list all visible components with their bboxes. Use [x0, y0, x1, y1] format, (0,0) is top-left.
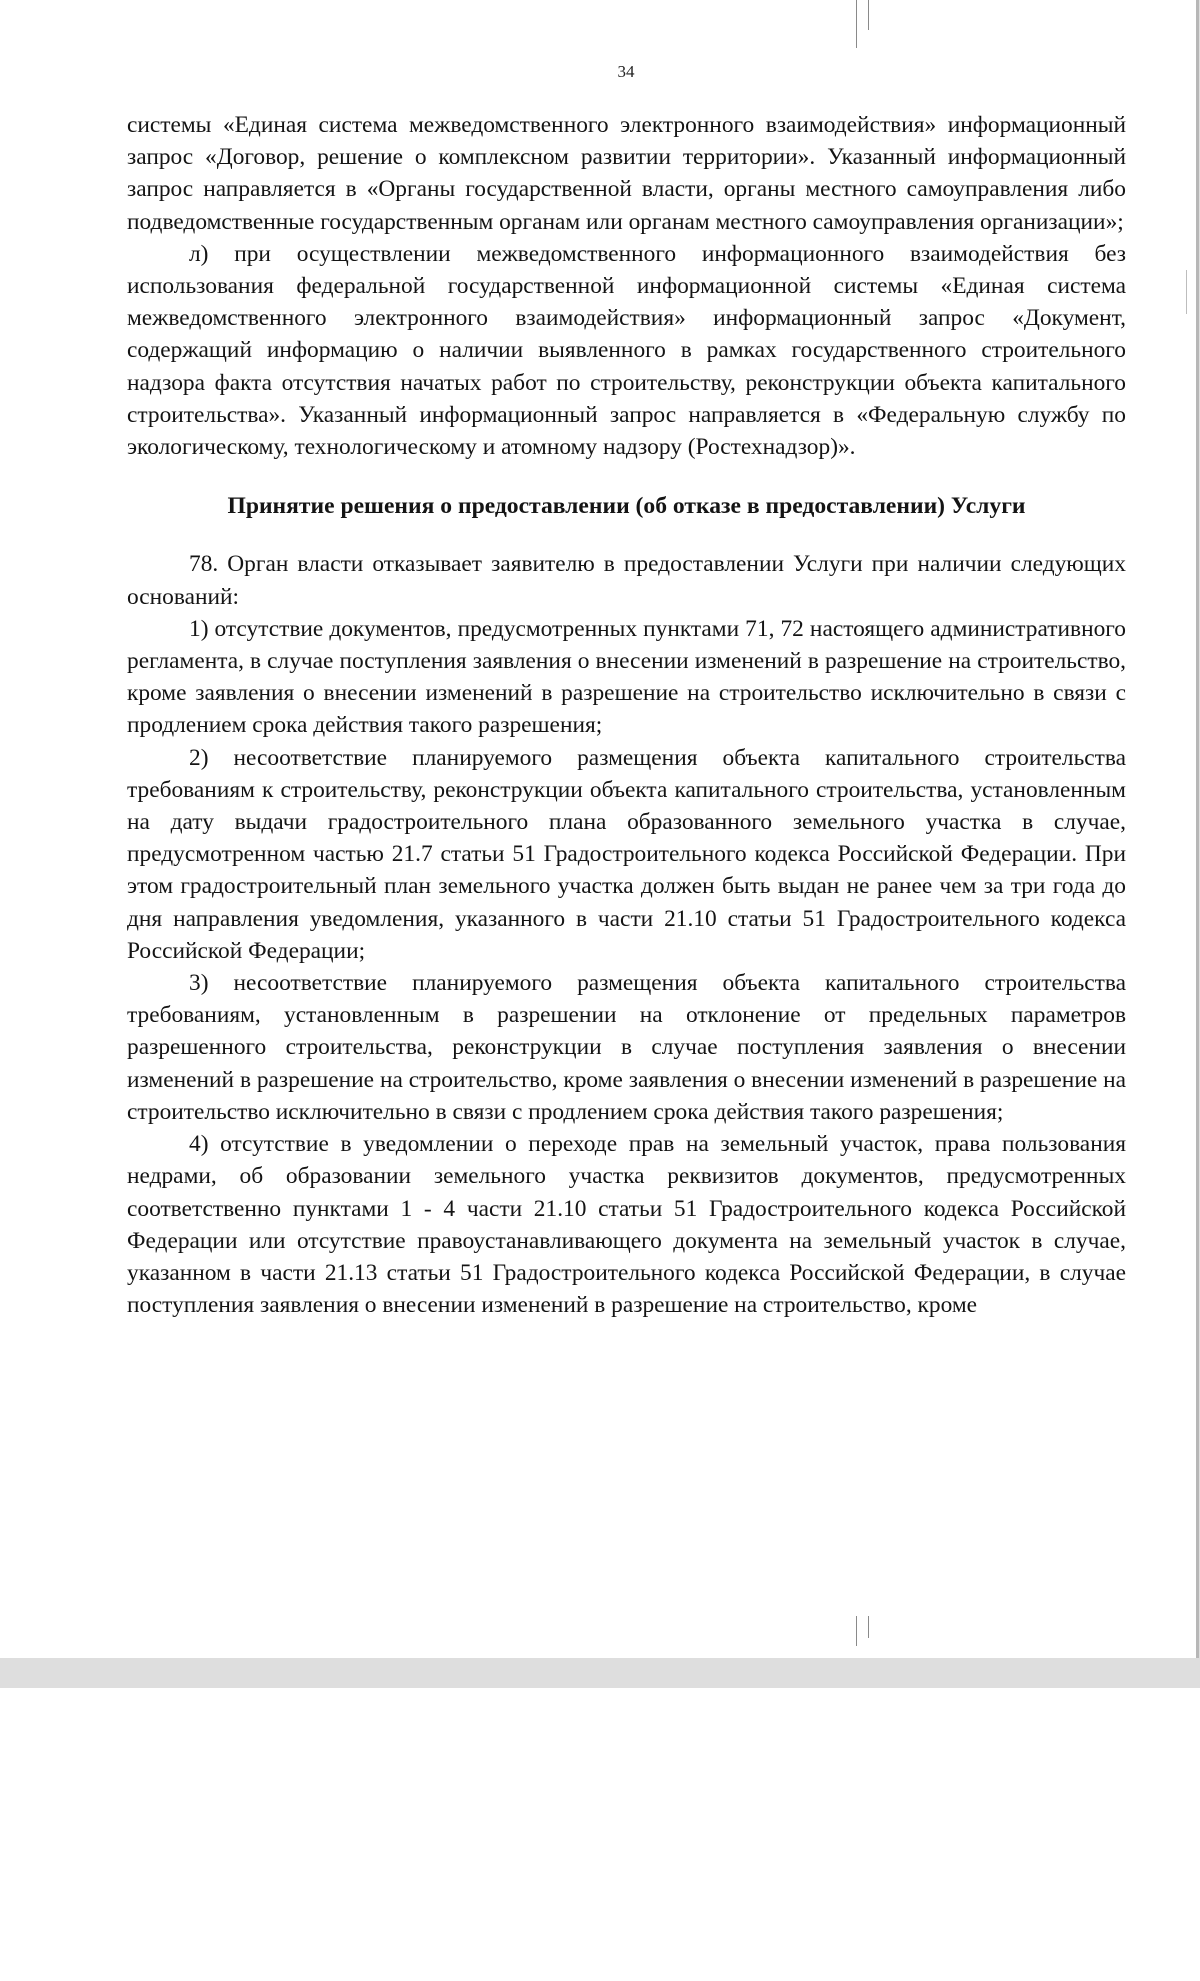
scan-fold-line	[856, 1616, 857, 1646]
paragraph-item-4: 4) отсутствие в уведомлении о переходе прав на земельный участок, права пользования недрами, об образовании земельного участка реквизитов документов, предусмотренных соответственно пунктами 1 - 4 части 21.10 статьи 51 Градостроительного кодекса Российской Федерации или отсутствие правоустанавливающего документа на земельный участок в случае, указанном в части 21.13 статьи 51 Градостроительного кодекса Российской Федерации, в случае поступления заявления о внесении изменений в разрешение на строительство, кроме	[127, 1131, 1126, 1319]
scan-fold-line	[868, 0, 869, 30]
paragraph-item-3: 3) несоответствие планируемого размещения объекта капитального строительства требованиям, установленным в разрешении на отклонение от предельных параметров разрешенного строительства, реконструкции в случае поступления заявления о внесении изменений в разрешение на строительство, кроме заявления о внесении изменений в разрешение на строительство исключительно в связи с продлением срока действия такого разрешения;	[127, 970, 1126, 1125]
document-body	[127, 109, 1126, 1321]
scan-fold-line	[856, 0, 857, 48]
paragraph-item-1: 1) отсутствие документов, предусмотренных пунктами 71, 72 настоящего административного регламента, в случае поступления заявления о внесении изменений в разрешение на строительство, кроме заявления о внесении изменений в разрешение на строительство исключительно в связи с продлением срока действия такого разрешения;	[127, 615, 1126, 739]
paragraph-item-2: 2) несоответствие планируемого размещения объекта капитального строительства требованиям к строительству, реконструкции объекта капитального строительства, установленным на дату выдачи градостроительного плана образованного земельного участка в случае, предусмотренном частью 21.7 статьи 51 Градостроительного кодекса Российской Федерации. При этом градостроительный план земельного участка должен быть выдан не ранее чем за три года до дня направления уведомления, указанного в части 21.10 статьи 51 Градостроительного кодекса Российской Федерации;	[127, 744, 1126, 964]
page-number: 34	[617, 62, 635, 81]
paragraph-item-l: л) при осуществлении межведомственного информационного взаимодействия без использования федеральной государственной информационной системы «Единая система межведомственного электронного взаимодействия» информационный запрос «Документ, содержащий информацию о наличии выявленного в рамках государственного строительного надзора факта отсутствия начатых работ по строительству, реконструкции объекта капитального строительства». Указанный информационный запрос направляется в «Федеральную службу по экологическому, технологическому и атомному надзору (Ростехнадзор)».	[127, 240, 1126, 461]
section-heading: Принятие решения о предоставлении (об отказе в предоставлении) Услуги	[227, 493, 1026, 520]
scan-fold-line	[868, 1616, 869, 1638]
scan-fold-line	[1186, 270, 1187, 314]
paragraph-78: 78. Орган власти отказывает заявителю в предоставлении Услуги при наличии следующих оснований:	[127, 551, 1126, 610]
paragraph-continuation: системы «Единая система межведомственного электронного взаимодействия» информационный запрос «Договор, решение о комплексном развитии территории». Указанный информационный запрос направляется в «Органы государственной власти, органы местного самоуправления либо подведомственные государственным органам или органам местного самоуправления организации»;	[127, 112, 1126, 235]
